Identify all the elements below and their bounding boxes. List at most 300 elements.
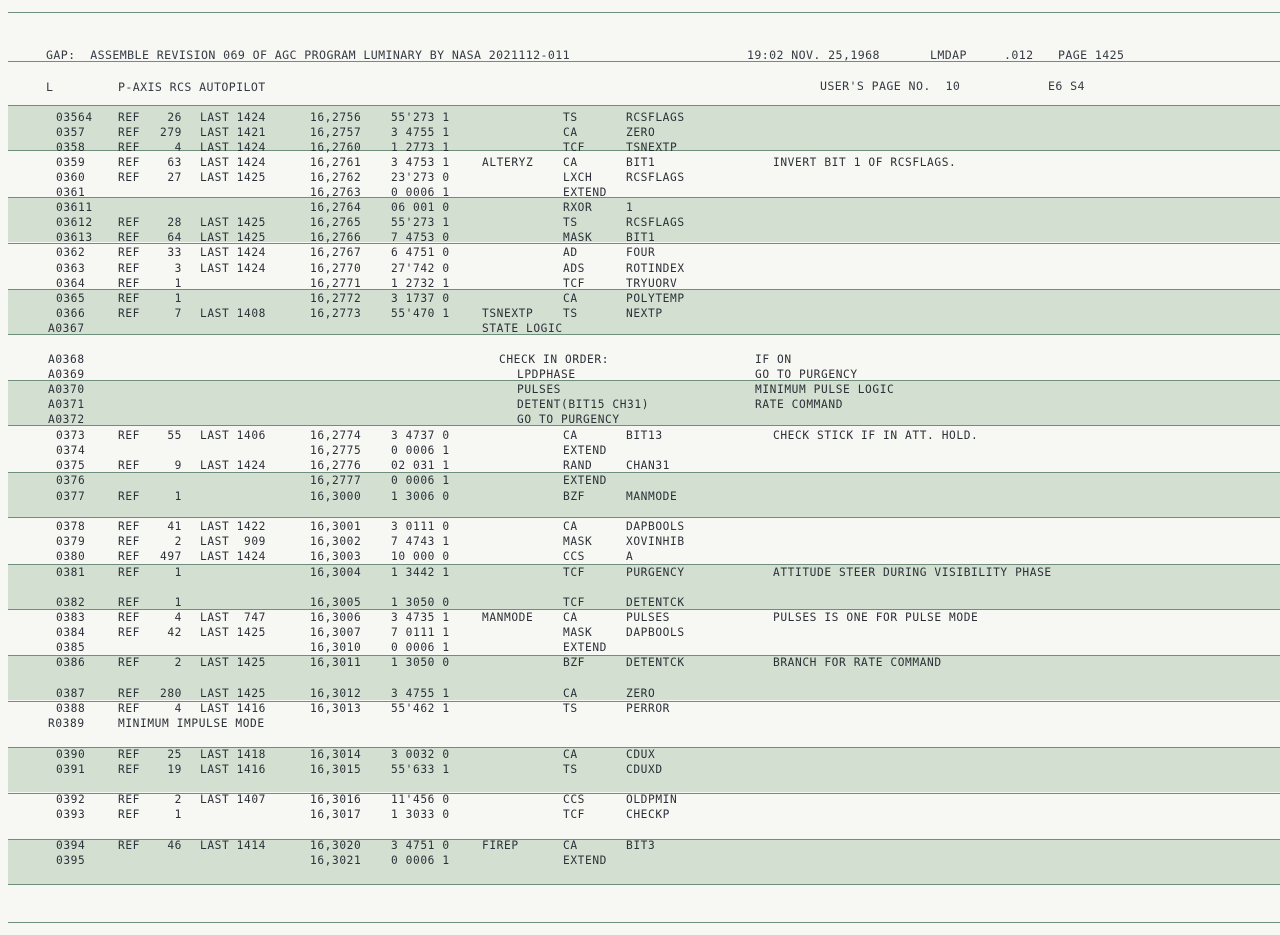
line-number: 0395 xyxy=(56,854,86,867)
operand: RCSFLAGS xyxy=(626,216,685,229)
octal-word: 55'273 1 xyxy=(391,216,450,229)
address: 16,2771 xyxy=(310,277,362,290)
operand: TRYUORV xyxy=(626,277,678,290)
opcode: CA xyxy=(563,156,578,169)
operand: BIT1 xyxy=(626,156,656,169)
address: 16,2762 xyxy=(310,171,362,184)
comment: RATE COMMAND xyxy=(755,398,844,411)
ref-count: 2 xyxy=(174,793,182,806)
ref-tag: REF xyxy=(118,793,141,806)
line-number: A0370 xyxy=(48,383,85,396)
opcode: BZF xyxy=(563,656,586,669)
ruled-line xyxy=(8,922,1280,923)
ruled-line xyxy=(8,884,1280,885)
comment: PULSES IS ONE FOR PULSE MODE xyxy=(773,611,979,624)
opcode: CCS xyxy=(563,793,586,806)
octal-word: 3 4735 1 xyxy=(391,611,450,624)
line-number: 0361 xyxy=(56,186,86,199)
line-number: 0357 xyxy=(56,126,86,139)
ref-count: 33 xyxy=(167,246,182,259)
address: 16,2757 xyxy=(310,126,362,139)
ref-count: 64 xyxy=(167,231,182,244)
operand: CHAN31 xyxy=(626,459,671,472)
line-number: 0374 xyxy=(56,444,86,457)
line-number: 0362 xyxy=(56,246,86,259)
operand: ROTINDEX xyxy=(626,262,685,275)
last-ref: LAST 1424 xyxy=(200,246,267,259)
opcode: CA xyxy=(563,748,578,761)
ref-count: 3 xyxy=(174,262,182,275)
octal-word: 10 000 0 xyxy=(391,550,450,563)
octal-word: 06 001 0 xyxy=(391,201,450,214)
code-label: MANMODE xyxy=(482,611,534,624)
ref-count: 41 xyxy=(167,520,182,533)
comment-text: STATE LOGIC xyxy=(482,322,563,335)
opcode: MASK xyxy=(563,626,593,639)
operand: A xyxy=(626,550,634,563)
ref-count: 1 xyxy=(174,277,182,290)
octal-word: 3 4753 1 xyxy=(391,156,450,169)
address: 16,3014 xyxy=(310,748,362,761)
opcode: EXTEND xyxy=(563,854,608,867)
last-ref: LAST 1416 xyxy=(200,763,267,776)
opcode: CA xyxy=(563,611,578,624)
opcode: TS xyxy=(563,216,578,229)
address: 16,2763 xyxy=(310,186,362,199)
operand: NEXTP xyxy=(626,307,663,320)
operand: FOUR xyxy=(626,246,656,259)
operand: CDUX xyxy=(626,748,656,761)
line-number: 0365 xyxy=(56,292,86,305)
operand: BIT3 xyxy=(626,839,656,852)
last-ref: LAST 1418 xyxy=(200,748,267,761)
opcode: EXTEND xyxy=(563,641,608,654)
section-title: P-AXIS RCS AUTOPILOT xyxy=(118,80,266,94)
octal-word: 0 0006 1 xyxy=(391,474,450,487)
ref-tag: REF xyxy=(118,307,141,320)
ref-count: 1 xyxy=(174,596,182,609)
octal-word: 1 3033 0 xyxy=(391,808,450,821)
opcode: CA xyxy=(563,429,578,442)
address: 16,2770 xyxy=(310,262,362,275)
line-number: 0384 xyxy=(56,626,86,639)
octal-word: 7 4743 1 xyxy=(391,535,450,548)
comment: INVERT BIT 1 OF RCSFLAGS. xyxy=(773,156,957,169)
line-number: 0377 xyxy=(56,490,86,503)
code-label: FIREP xyxy=(482,839,519,852)
operand: PURGENCY xyxy=(626,566,685,579)
operand: ZERO xyxy=(626,126,656,139)
ruled-line xyxy=(8,197,1280,198)
octal-word: 55'273 1 xyxy=(391,111,450,124)
octal-word: 55'470 1 xyxy=(391,307,450,320)
opcode: TCF xyxy=(563,277,586,290)
ref-tag: REF xyxy=(118,246,141,259)
ref-count: 7 xyxy=(174,307,182,320)
ref-count: 1 xyxy=(174,292,182,305)
ref-count: 1 xyxy=(174,490,182,503)
ref-tag: REF xyxy=(118,808,141,821)
operand: MANMODE xyxy=(626,490,678,503)
line-number: 0390 xyxy=(56,748,86,761)
operand: 1 xyxy=(626,201,634,214)
octal-word: 3 0032 0 xyxy=(391,748,450,761)
octal-word: 7 4753 0 xyxy=(391,231,450,244)
line-number: 0393 xyxy=(56,808,86,821)
octal-word: 55'633 1 xyxy=(391,763,450,776)
last-ref: LAST 1425 xyxy=(200,687,267,700)
ident-code: E6 S4 xyxy=(1048,79,1085,93)
ref-count: 28 xyxy=(167,216,182,229)
address: 16,2761 xyxy=(310,156,362,169)
last-ref: LAST 1414 xyxy=(200,839,267,852)
address: 16,3003 xyxy=(310,550,362,563)
line-number: 0381 xyxy=(56,566,86,579)
comment: MINIMUM PULSE LOGIC xyxy=(755,383,895,396)
ref-tag: REF xyxy=(118,748,141,761)
ref-count: 27 xyxy=(167,171,182,184)
last-ref: LAST 1424 xyxy=(200,262,267,275)
line-number: A0372 xyxy=(48,413,85,426)
address: 16,3004 xyxy=(310,566,362,579)
ref-count: 25 xyxy=(167,748,182,761)
comment-text: LPDPHASE xyxy=(517,368,576,381)
operand: XOVINHIB xyxy=(626,535,685,548)
line-number: 03612 xyxy=(56,216,93,229)
line-number: 0383 xyxy=(56,611,86,624)
line-number: 03611 xyxy=(56,201,93,214)
ref-tag: REF xyxy=(118,550,141,563)
address: 16,2774 xyxy=(310,429,362,442)
line-number: 0379 xyxy=(56,535,86,548)
opcode: BZF xyxy=(563,490,586,503)
code-label: TSNEXTP xyxy=(482,307,534,320)
ref-count: 4 xyxy=(174,141,182,154)
address: 16,2773 xyxy=(310,307,362,320)
ref-tag: REF xyxy=(118,277,141,290)
ref-count: 4 xyxy=(174,611,182,624)
ref-count: 9 xyxy=(174,459,182,472)
timestamp: 19:02 NOV. 25,1968 xyxy=(747,48,880,62)
ref-tag: REF xyxy=(118,763,141,776)
opcode: AD xyxy=(563,246,578,259)
ref-tag: REF xyxy=(118,611,141,624)
address: 16,3016 xyxy=(310,793,362,806)
comment: GO TO PURGENCY xyxy=(755,368,858,381)
octal-word: 1 3442 1 xyxy=(391,566,450,579)
address: 16,3015 xyxy=(310,763,362,776)
line-number: 0358 xyxy=(56,141,86,154)
ref-count: 42 xyxy=(167,626,182,639)
ref-tag: REF xyxy=(118,156,141,169)
users-page-number: USER'S PAGE NO. 10 xyxy=(820,79,961,93)
opcode: ADS xyxy=(563,262,586,275)
last-ref: LAST 1421 xyxy=(200,126,267,139)
octal-word: 3 0111 0 xyxy=(391,520,450,533)
operand: PERROR xyxy=(626,702,671,715)
octal-word: 55'462 1 xyxy=(391,702,450,715)
address: 16,2776 xyxy=(310,459,362,472)
octal-word: 0 0006 1 xyxy=(391,444,450,457)
opcode: MASK xyxy=(563,231,593,244)
ref-tag: REF xyxy=(118,656,141,669)
last-ref: LAST 1424 xyxy=(200,111,267,124)
octal-word: 1 3006 0 xyxy=(391,490,450,503)
ruled-line xyxy=(8,380,1280,381)
ref-tag: REF xyxy=(118,262,141,275)
comment-text: CHECK IN ORDER: xyxy=(499,353,610,366)
address: 16,3012 xyxy=(310,687,362,700)
opcode: RXOR xyxy=(563,201,593,214)
operand: TSNEXTP xyxy=(626,141,678,154)
version-code: .012 xyxy=(1004,48,1034,62)
comment: CHECK STICK IF IN ATT. HOLD. xyxy=(773,429,979,442)
ruled-line xyxy=(8,517,1280,518)
line-number: 0386 xyxy=(56,656,86,669)
ref-count: 1 xyxy=(174,808,182,821)
line-number: 0359 xyxy=(56,156,86,169)
ref-tag: REF xyxy=(118,126,141,139)
ref-tag: REF xyxy=(118,490,141,503)
operand: OLDPMIN xyxy=(626,793,678,806)
line-number: 0385 xyxy=(56,641,86,654)
opcode: TS xyxy=(563,307,578,320)
ref-tag: REF xyxy=(118,702,141,715)
ref-tag: REF xyxy=(118,216,141,229)
address: 16,3001 xyxy=(310,520,362,533)
line-number: A0369 xyxy=(48,368,85,381)
ref-tag: REF xyxy=(118,839,141,852)
ref-count: 63 xyxy=(167,156,182,169)
comment: ATTITUDE STEER DURING VISIBILITY PHASE xyxy=(773,566,1052,579)
address: 16,3021 xyxy=(310,854,362,867)
comment: IF ON xyxy=(755,353,792,366)
operand: RCSFLAGS xyxy=(626,111,685,124)
opcode: CCS xyxy=(563,550,586,563)
address: 16,3010 xyxy=(310,641,362,654)
opcode: TCF xyxy=(563,596,586,609)
address: 16,2772 xyxy=(310,292,362,305)
opcode: EXTEND xyxy=(563,474,608,487)
last-ref: LAST 909 xyxy=(200,535,267,548)
line-number: 0388 xyxy=(56,702,86,715)
operand: PULSES xyxy=(626,611,671,624)
octal-word: 3 1737 0 xyxy=(391,292,450,305)
octal-word: 1 3050 0 xyxy=(391,656,450,669)
opcode: MASK xyxy=(563,535,593,548)
operand: DAPBOOLS xyxy=(626,520,685,533)
ruled-line xyxy=(8,425,1280,426)
operand: BIT1 xyxy=(626,231,656,244)
ref-tag: REF xyxy=(118,687,141,700)
comment-text: PULSES xyxy=(517,383,562,396)
comment-text: MINIMUM IMPULSE MODE xyxy=(118,717,265,730)
line-number: 0380 xyxy=(56,550,86,563)
line-number: 0387 xyxy=(56,687,86,700)
type-marker: L xyxy=(46,80,54,94)
last-ref: LAST 747 xyxy=(200,611,267,624)
operand: POLYTEMP xyxy=(626,292,685,305)
ref-count: 1 xyxy=(174,566,182,579)
ref-tag: REF xyxy=(118,231,141,244)
address: 16,3020 xyxy=(310,839,362,852)
program-tag: LMDAP xyxy=(930,48,967,62)
octal-word: 1 2732 1 xyxy=(391,277,450,290)
ref-tag: REF xyxy=(118,429,141,442)
last-ref: LAST 1416 xyxy=(200,702,267,715)
ref-tag: REF xyxy=(118,292,141,305)
last-ref: LAST 1407 xyxy=(200,793,267,806)
ref-count: 55 xyxy=(167,429,182,442)
last-ref: LAST 1425 xyxy=(200,231,267,244)
ref-count: 19 xyxy=(167,763,182,776)
operand: RCSFLAGS xyxy=(626,171,685,184)
comment-text: DETENT(BIT15 CH31) xyxy=(517,398,650,411)
ruled-line xyxy=(8,12,1280,13)
line-number: 0360 xyxy=(56,171,86,184)
address: 16,2756 xyxy=(310,111,362,124)
address: 16,2765 xyxy=(310,216,362,229)
ref-tag: REF xyxy=(118,566,141,579)
octal-word: 7 0111 1 xyxy=(391,626,450,639)
ref-count: 280 xyxy=(159,687,182,700)
octal-word: 3 4755 1 xyxy=(391,126,450,139)
address: 16,3007 xyxy=(310,626,362,639)
ref-tag: REF xyxy=(118,459,141,472)
opcode: CA xyxy=(563,687,578,700)
ref-count: 4 xyxy=(174,702,182,715)
ref-count: 26 xyxy=(167,111,182,124)
ref-count: 497 xyxy=(159,550,182,563)
opcode: TS xyxy=(563,763,578,776)
octal-word: 0 0006 1 xyxy=(391,186,450,199)
ref-count: 46 xyxy=(167,839,182,852)
ref-tag: REF xyxy=(118,626,141,639)
line-number: 0382 xyxy=(56,596,86,609)
octal-word: 0 0006 1 xyxy=(391,641,450,654)
comment-text: GO TO PURGENCY xyxy=(517,413,620,426)
ref-tag: REF xyxy=(118,141,141,154)
last-ref: LAST 1422 xyxy=(200,520,267,533)
opcode: CA xyxy=(563,839,578,852)
address: 16,2764 xyxy=(310,201,362,214)
address: 16,2760 xyxy=(310,141,362,154)
line-number: 0392 xyxy=(56,793,86,806)
page-number: PAGE 1425 xyxy=(1058,48,1125,62)
address: 16,3011 xyxy=(310,656,362,669)
ref-tag: REF xyxy=(118,535,141,548)
address: 16,2767 xyxy=(310,246,362,259)
octal-word: 3 4751 0 xyxy=(391,839,450,852)
operand: DETENTCK xyxy=(626,596,685,609)
line-number: R0389 xyxy=(48,717,85,730)
operand: ZERO xyxy=(626,687,656,700)
octal-word: 0 0006 1 xyxy=(391,854,450,867)
line-number: 03564 xyxy=(56,111,93,124)
opcode: TCF xyxy=(563,808,586,821)
octal-word: 3 4737 0 xyxy=(391,429,450,442)
ref-count: 2 xyxy=(174,535,182,548)
line-number: 0378 xyxy=(56,520,86,533)
opcode: CA xyxy=(563,292,578,305)
opcode: TCF xyxy=(563,566,586,579)
address: 16,3006 xyxy=(310,611,362,624)
last-ref: LAST 1425 xyxy=(200,216,267,229)
last-ref: LAST 1424 xyxy=(200,156,267,169)
comment: BRANCH FOR RATE COMMAND xyxy=(773,656,942,669)
line-number: 0373 xyxy=(56,429,86,442)
opcode: LXCH xyxy=(563,171,593,184)
ref-count: 279 xyxy=(159,126,182,139)
line-number: A0367 xyxy=(48,322,85,335)
line-number: 0394 xyxy=(56,839,86,852)
operand: BIT13 xyxy=(626,429,663,442)
line-number: A0368 xyxy=(48,353,85,366)
last-ref: LAST 1424 xyxy=(200,550,267,563)
ref-tag: REF xyxy=(118,520,141,533)
address: 16,3005 xyxy=(310,596,362,609)
octal-word: 11'456 0 xyxy=(391,793,450,806)
assembly-title: GAP: ASSEMBLE REVISION 069 OF AGC PROGRAM LUMINARY BY NASA 2021112-011 xyxy=(46,48,570,62)
last-ref: LAST 1425 xyxy=(200,626,267,639)
address: 16,3017 xyxy=(310,808,362,821)
octal-word: 02 031 1 xyxy=(391,459,450,472)
opcode: EXTEND xyxy=(563,444,608,457)
operand: DETENTCK xyxy=(626,656,685,669)
last-ref: LAST 1408 xyxy=(200,307,267,320)
last-ref: LAST 1425 xyxy=(200,656,267,669)
ruled-line xyxy=(8,334,1280,335)
address: 16,2775 xyxy=(310,444,362,457)
octal-word: 6 4751 0 xyxy=(391,246,450,259)
line-number: 0363 xyxy=(56,262,86,275)
ruled-line xyxy=(8,105,1280,106)
line-number: 0376 xyxy=(56,474,86,487)
opcode: TCF xyxy=(563,141,586,154)
opcode: CA xyxy=(563,520,578,533)
ref-count: 2 xyxy=(174,656,182,669)
last-ref: LAST 1425 xyxy=(200,171,267,184)
line-number: 0366 xyxy=(56,307,86,320)
octal-word: 27'742 0 xyxy=(391,262,450,275)
opcode: TS xyxy=(563,111,578,124)
opcode: CA xyxy=(563,126,578,139)
octal-word: 1 2773 1 xyxy=(391,141,450,154)
line-number: 03613 xyxy=(56,231,93,244)
opcode: TS xyxy=(563,702,578,715)
opcode: RAND xyxy=(563,459,593,472)
opcode: EXTEND xyxy=(563,186,608,199)
address: 16,3002 xyxy=(310,535,362,548)
address: 16,3013 xyxy=(310,702,362,715)
address: 16,2777 xyxy=(310,474,362,487)
last-ref: LAST 1424 xyxy=(200,141,267,154)
operand: CHECKP xyxy=(626,808,671,821)
line-number: A0371 xyxy=(48,398,85,411)
ref-tag: REF xyxy=(118,171,141,184)
octal-word: 1 3050 0 xyxy=(391,596,450,609)
operand: CDUXD xyxy=(626,763,663,776)
octal-word: 23'273 0 xyxy=(391,171,450,184)
ref-tag: REF xyxy=(118,596,141,609)
code-label: ALTERYZ xyxy=(482,156,534,169)
line-number: 0391 xyxy=(56,763,86,776)
address: 16,2766 xyxy=(310,231,362,244)
last-ref: LAST 1424 xyxy=(200,459,267,472)
ref-tag: REF xyxy=(118,111,141,124)
operand: DAPBOOLS xyxy=(626,626,685,639)
last-ref: LAST 1406 xyxy=(200,429,267,442)
